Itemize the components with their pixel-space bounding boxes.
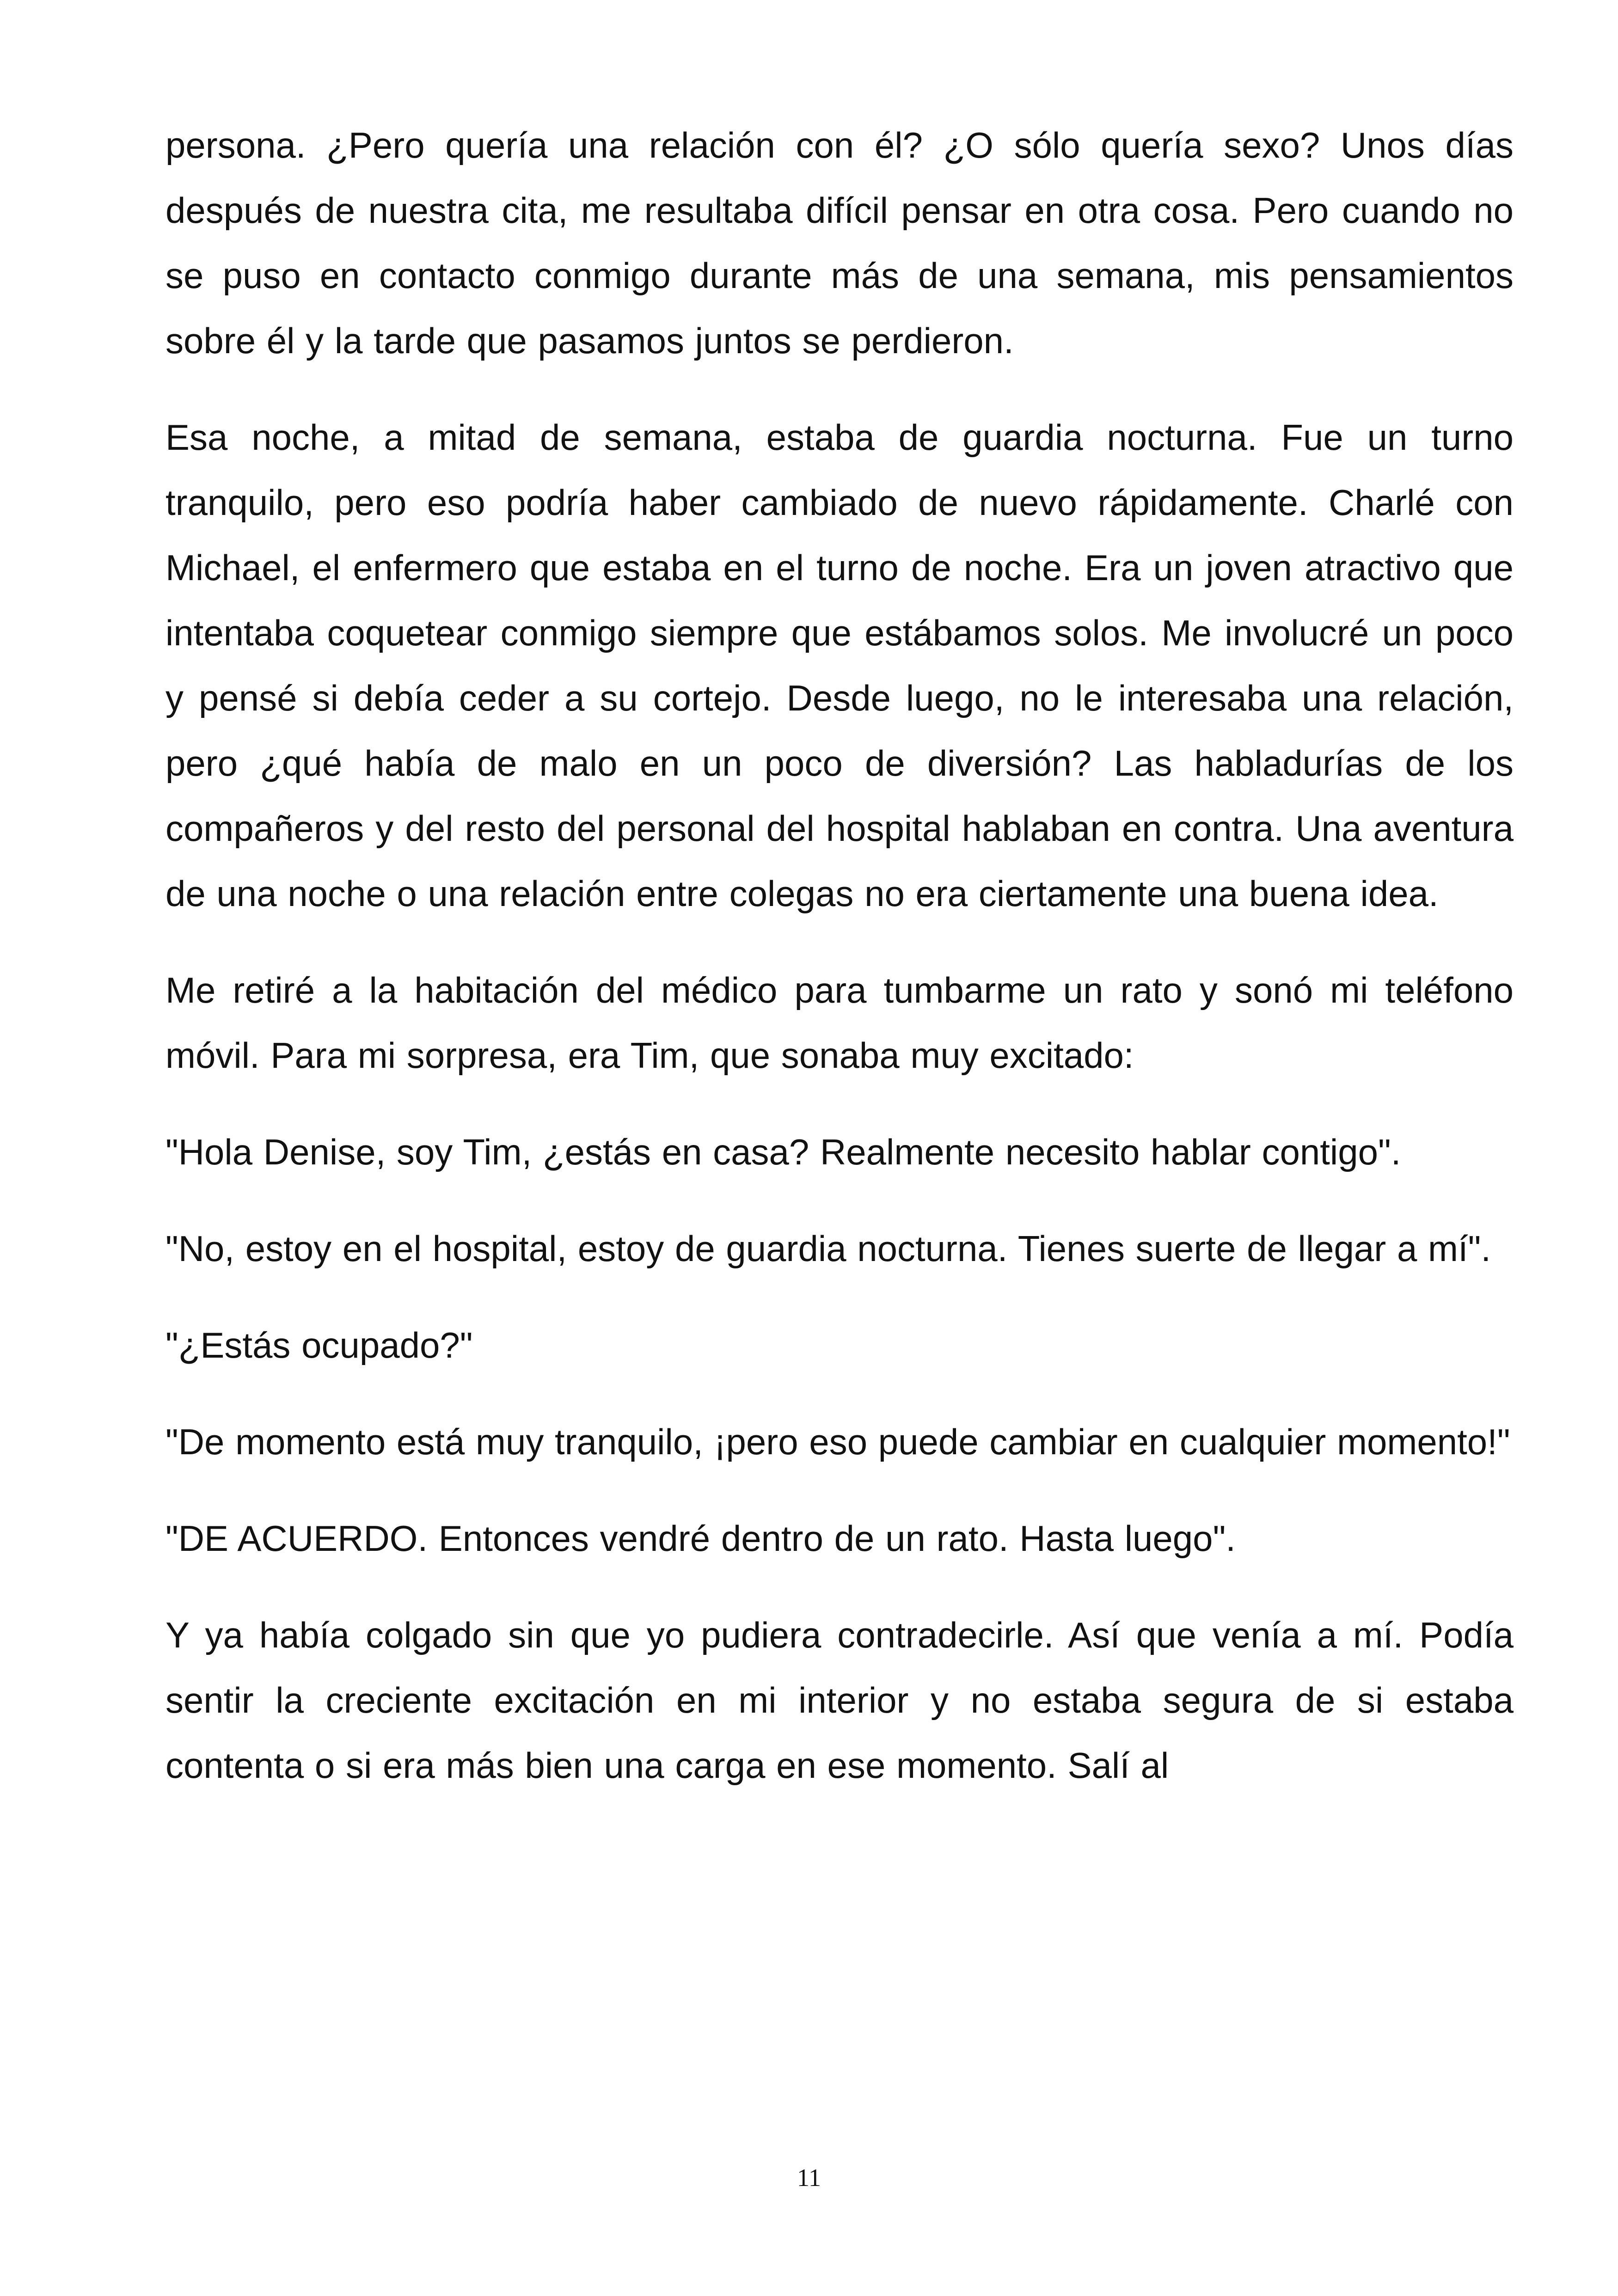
paragraph-3: Me retiré a la habitación del médico para tumbarme un rato y sonó mi teléfono móvil. Para mi sorpresa, era Tim, que sonaba muy excitado: xyxy=(165,970,1514,1076)
paragraph-2: Esa noche, a mitad de semana, estaba de guardia nocturna. Fue un turno tranquilo, pero eso podría haber cambiado de nuevo rápidamente. Charlé con Michael, el enfermero que estaba en el turno de noche. Era un joven atractivo que intentaba coquetear conmigo siempre que estábamos solos. Me involucré un poco y pensé si debía ceder a su cortejo. Desde luego, no le interesaba una relación, pero ¿qué había de malo en un poco de diversión? Las habladurías de los compañeros y del resto del personal del hospital hablaban en contra. Una aventura de una noche o una relación entre colegas no era ciertamente una buena idea. xyxy=(165,417,1514,914)
page-number: 11 xyxy=(797,2164,821,2192)
paragraph-6: "¿Estás ocupado?" xyxy=(165,1325,473,1365)
paragraph-7: "De momento está muy tranquilo, ¡pero eso puede cambiar en cualquier momento!" xyxy=(165,1421,1510,1462)
paragraph-9: Y ya había colgado sin que yo pudiera contradecirle. Así que venía a mí. Podía sentir la creciente excitación en mi interior y no estaba segura de si estaba contenta o si era más bien una carga en ese momento. Salí al xyxy=(165,1615,1514,1786)
page-body xyxy=(165,113,1514,1830)
paragraph-5: "No, estoy en el hospital, estoy de guardia nocturna. Tienes suerte de llegar a mí". xyxy=(165,1228,1491,1269)
paragraph-1: persona. ¿Pero quería una relación con él? ¿O sólo quería sexo? Unos días después de nuestra cita, me resultaba difícil pensar en otra cosa. Pero cuando no se puso en contacto conmigo durante más de una semana, mis pensamientos sobre él y la tarde que pasamos juntos se perdieron. xyxy=(165,125,1514,361)
paragraph-8: "DE ACUERDO. Entonces vendré dentro de un rato. Hasta luego". xyxy=(165,1518,1236,1559)
paragraph-4: "Hola Denise, soy Tim, ¿estás en casa? Realmente necesito hablar contigo". xyxy=(165,1132,1401,1172)
